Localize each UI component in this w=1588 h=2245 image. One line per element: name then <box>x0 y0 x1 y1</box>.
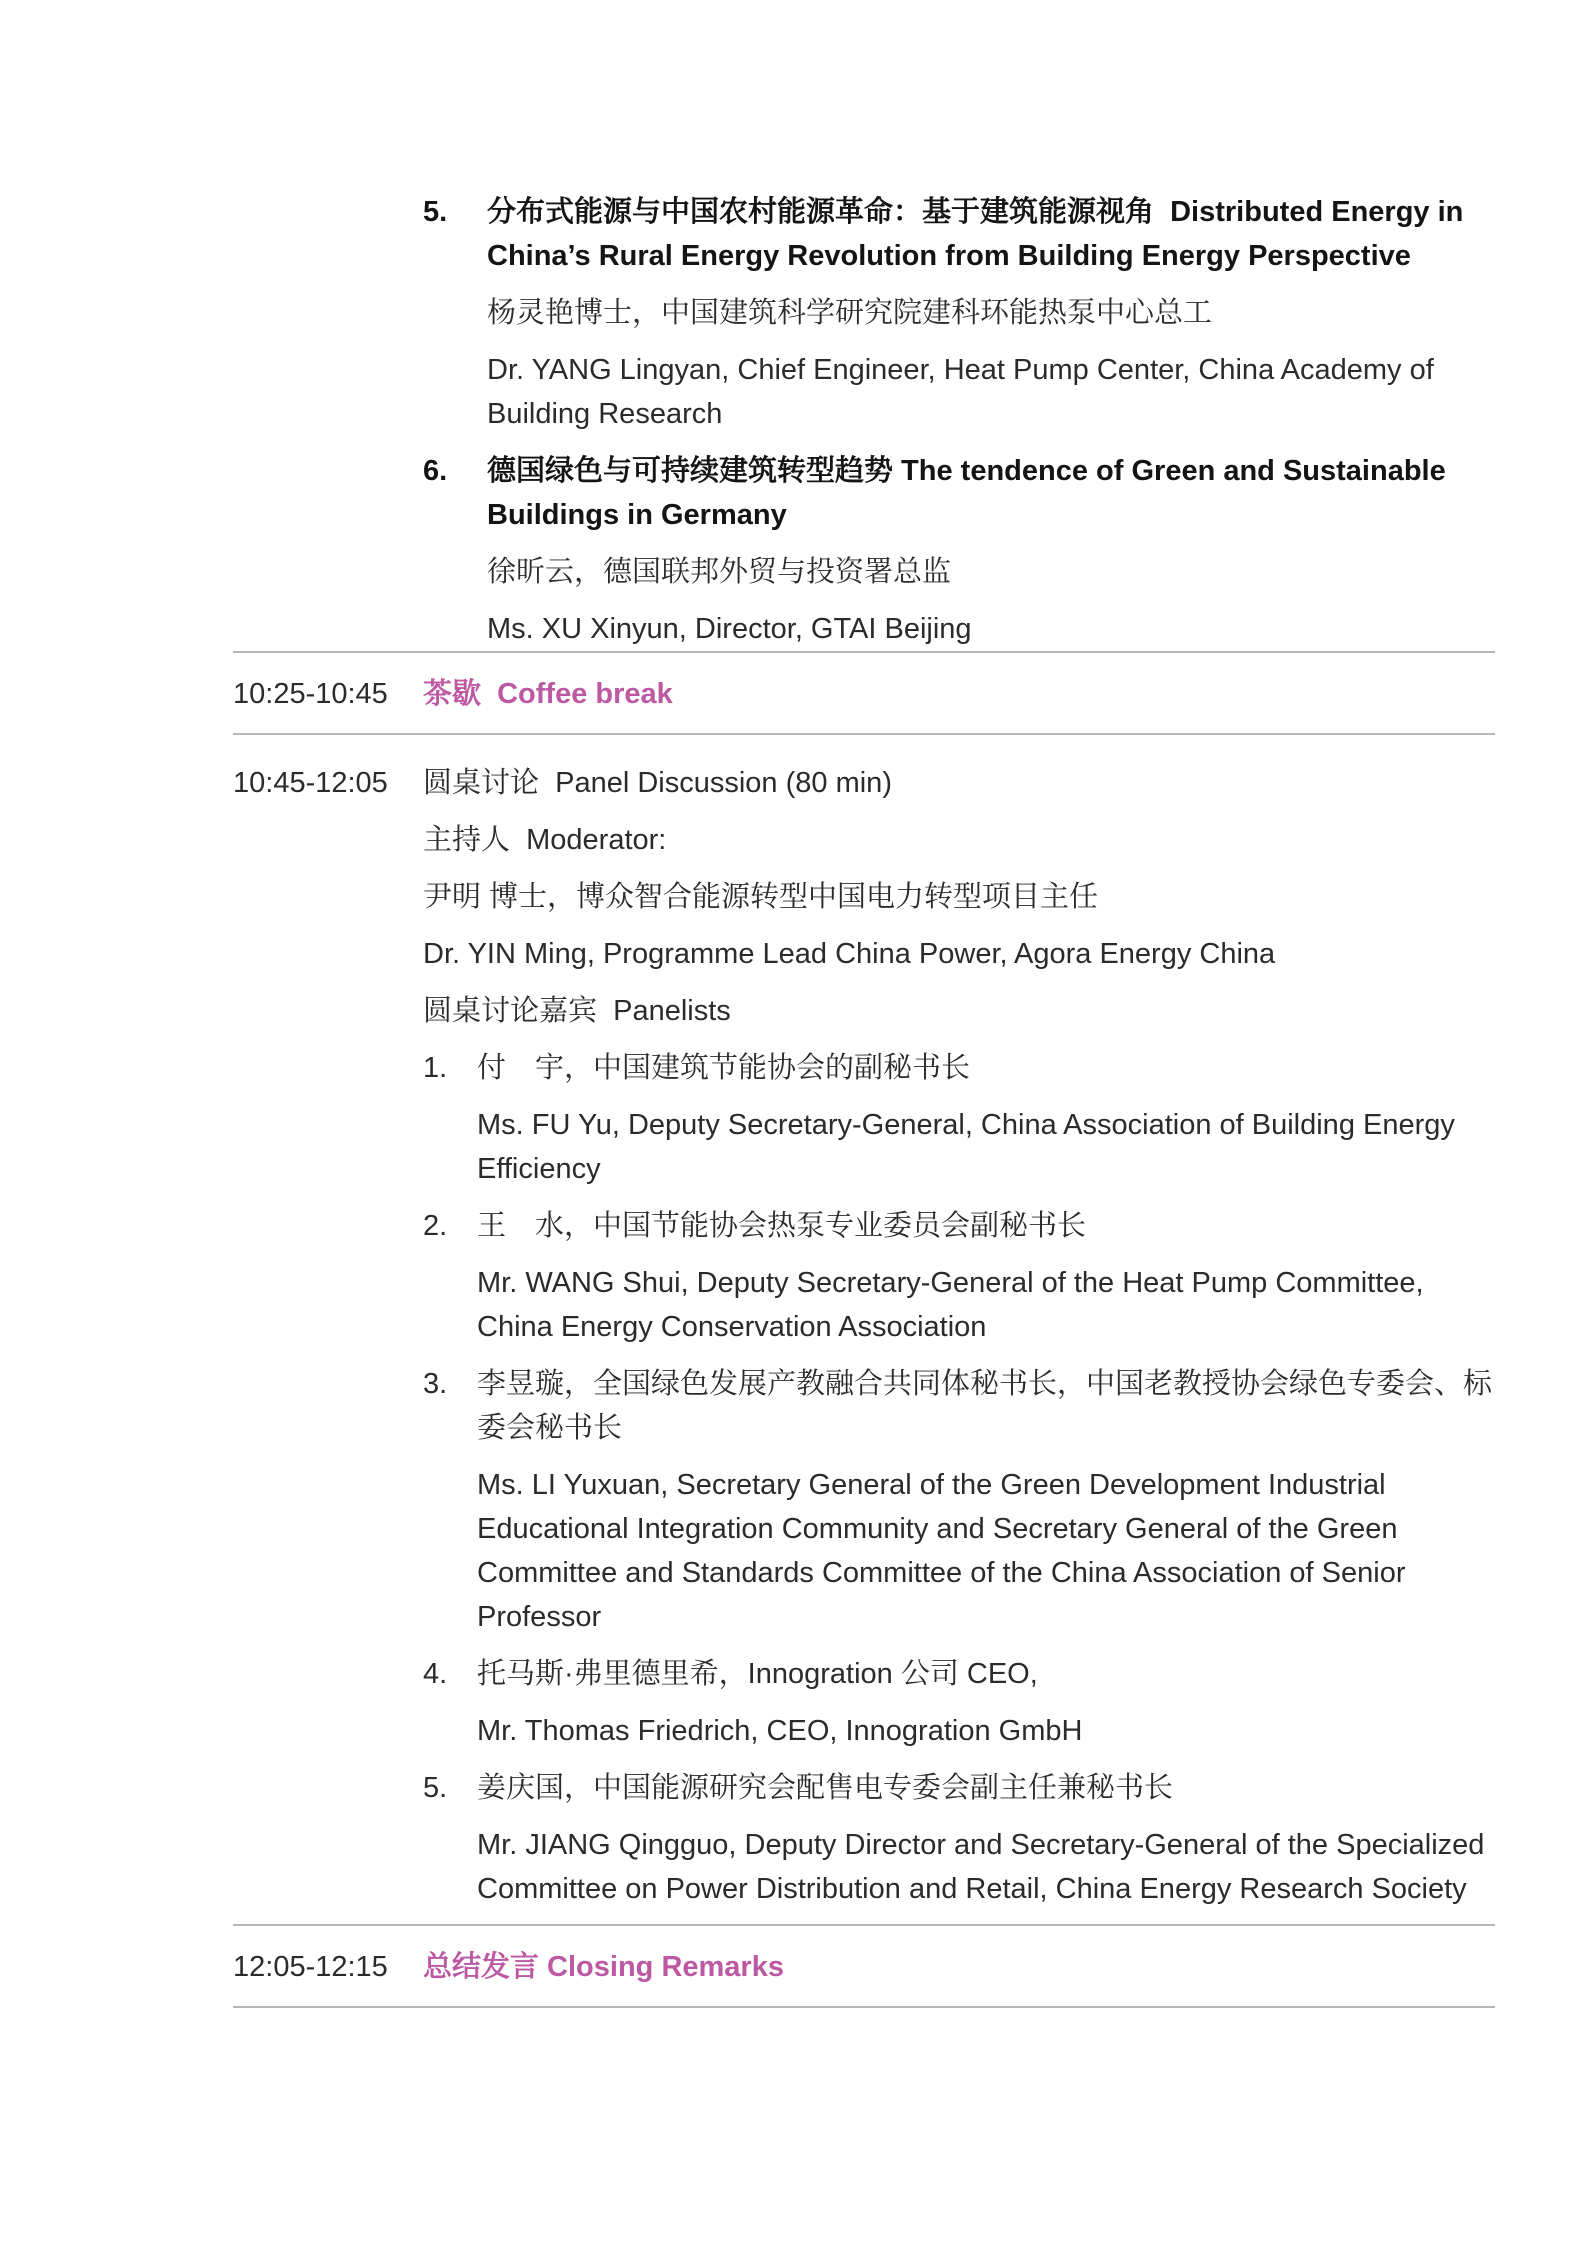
panelist-zh: 姜庆国，中国能源研究会配售电专委会副主任兼秘书长 <box>477 1772 1174 1804</box>
divider <box>233 2006 1495 2008</box>
panelist-en: Ms. LI Yuxuan, Secretary General of the Green Development Industrial Educational Integration Community and Secretary General of the Green Committee and Standards Committee of the China Association of Senior Professor <box>477 1469 1414 1633</box>
item-number: 5. <box>423 196 448 228</box>
time-label: 10:25-10:45 <box>233 678 388 710</box>
panelist-number: 3. <box>423 1368 448 1400</box>
speaker-en: Dr. YANG Lingyan, Chief Engineer, Heat Pump Center, China Academy of Building Research <box>487 354 1442 430</box>
panelists-label: 圆桌讨论嘉宾 Panelists <box>423 995 731 1027</box>
schedule-row-coffee-break <box>233 653 1495 733</box>
time-label: 10:45-12:05 <box>233 767 388 799</box>
panelist-item-4 <box>423 1652 1495 1696</box>
panelist-item-2 <box>423 1204 1495 1248</box>
moderator-label: 主持人 Moderator: <box>423 824 667 856</box>
item-title: 分布式能源与中国农村能源革命：基于建筑能源视角 Distributed Energy in China’s Rural Energy Revolution from Building Energy Perspective <box>487 196 1472 272</box>
moderator-en: Dr. YIN Ming, Programme Lead China Power, Agora Energy China <box>423 938 1276 970</box>
closing-remarks-label: 总结发言 Closing Remarks <box>423 1951 784 1983</box>
speaker-zh: 徐昕云，德国联邦外贸与投资署总监 <box>487 556 952 588</box>
schedule-row-closing-remarks <box>233 1926 1495 2006</box>
panelist-item-5 <box>423 1766 1495 1810</box>
panelist-number: 4. <box>423 1658 448 1690</box>
agenda-item-6 <box>423 449 1495 537</box>
panelist-item-3 <box>423 1362 1495 1450</box>
panelist-number: 1. <box>423 1052 448 1084</box>
panelist-en: Ms. FU Yu, Deputy Secretary-General, China Association of Building Energy Efficiency <box>477 1109 1463 1185</box>
panelist-item-1 <box>423 1046 1495 1090</box>
panelist-en: Mr. WANG Shui, Deputy Secretary-General of the Heat Pump Committee, China Energy Conservation Association <box>477 1267 1432 1343</box>
panelists-list <box>423 1046 1495 1911</box>
panelist-en: Mr. Thomas Friedrich, CEO, Innogration GmbH <box>477 1715 1083 1747</box>
panelist-zh: 王 水，中国节能协会热泵专业委员会副秘书长 <box>477 1210 1087 1242</box>
panelist-zh: 托马斯·弗里德里希，Innogration 公司 CEO, <box>477 1658 1038 1690</box>
coffee-break-label: 茶歇 Coffee break <box>423 678 673 710</box>
speaker-en: Ms. XU Xinyun, Director, GTAI Beijing <box>487 613 972 645</box>
session-continuation <box>423 190 1495 651</box>
item-title: 德国绿色与可持续建筑转型趋势 The tendence of Green and Sustainable Buildings in Germany <box>487 455 1454 531</box>
speaker-zh: 杨灵艳博士，中国建筑科学研究院建科环能热泵中心总工 <box>487 297 1213 329</box>
panelist-zh: 付 宇，中国建筑节能协会的副秘书长 <box>477 1052 971 1084</box>
agenda-item-5 <box>423 190 1495 278</box>
panel-heading: 圆桌讨论 Panel Discussion (80 min) <box>423 767 892 799</box>
panelist-en: Mr. JIANG Qingguo, Deputy Director and Secretary-General of the Specialized Committee on Power Distribution and Retail, China Energy Research Society <box>477 1829 1493 1905</box>
moderator-zh: 尹明 博士，博众智合能源转型中国电力转型项目主任 <box>423 881 1099 913</box>
item-number: 6. <box>423 455 448 487</box>
schedule-row-panel-discussion <box>233 735 1495 1924</box>
panelist-zh: 李昱璇，全国绿色发展产教融合共同体秘书长，中国老教授协会绿色专委会、标委会秘书长 <box>477 1368 1493 1444</box>
time-label: 12:05-12:15 <box>233 1951 388 1983</box>
panelist-number: 2. <box>423 1210 448 1242</box>
panelist-number: 5. <box>423 1772 448 1804</box>
